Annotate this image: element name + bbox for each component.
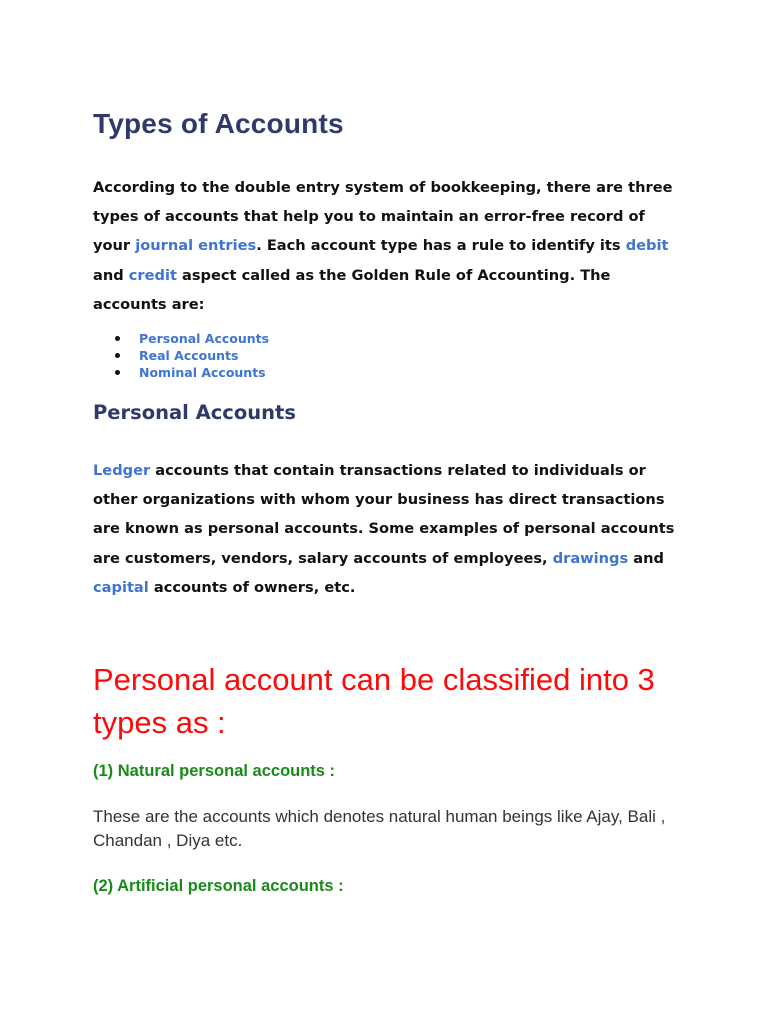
debit-link[interactable]: debit	[625, 237, 669, 255]
personal-text-1: accounts that contain transactions related to individuals or other organizations with whom your business has direct transactions are known as personal accounts. Some examples of personal accounts are customers, vendors, salary accounts of employees,	[93, 462, 675, 567]
list-item[interactable]	[93, 364, 269, 381]
personal-text-2: and	[628, 549, 664, 567]
nominal-accounts-link[interactable]: Nominal Accounts	[139, 365, 266, 380]
journal-entries-link[interactable]: journal entries	[135, 237, 257, 255]
personal-accounts-link[interactable]: Personal Accounts	[139, 331, 270, 346]
bullet-icon	[115, 353, 120, 358]
natural-accounts-heading: (1) Natural personal accounts :	[93, 762, 336, 780]
intro-text-2: . Each account type has a rule to identify its	[256, 237, 626, 255]
personal-accounts-heading: Personal Accounts	[93, 401, 296, 424]
personal-text-3: accounts of owners, etc.	[148, 578, 356, 596]
bullet-icon	[115, 336, 120, 341]
capital-link[interactable]: capital	[93, 578, 149, 596]
personal-accounts-paragraph	[93, 456, 683, 602]
classification-heading: Personal account can be classified into 3 types as :	[93, 662, 655, 740]
bullet-icon	[115, 370, 120, 375]
list-item[interactable]	[93, 330, 269, 347]
page-title: Types of Accounts	[93, 108, 344, 139]
intro-text-4: aspect called as the Golden Rule of Accounting. The accounts are:	[93, 266, 611, 313]
account-types-list	[93, 330, 269, 381]
intro-text-3: and	[93, 266, 129, 284]
real-accounts-link[interactable]: Real Accounts	[139, 348, 239, 363]
ledger-link[interactable]: Ledger	[93, 462, 151, 479]
drawings-link[interactable]: drawings	[552, 549, 629, 567]
credit-link[interactable]: credit	[128, 266, 177, 284]
intro-text-1: According to the double entry system of bookkeeping, there are three types of accounts that help you to maintain an error-free record of your	[93, 179, 673, 255]
list-item[interactable]	[93, 347, 269, 364]
intro-paragraph	[93, 173, 683, 319]
artificial-accounts-heading: (2) Artificial personal accounts :	[93, 877, 344, 895]
natural-accounts-text: These are the accounts which denotes natural human beings like Ajay, Bali , Chandan , Diya etc.	[93, 807, 666, 850]
